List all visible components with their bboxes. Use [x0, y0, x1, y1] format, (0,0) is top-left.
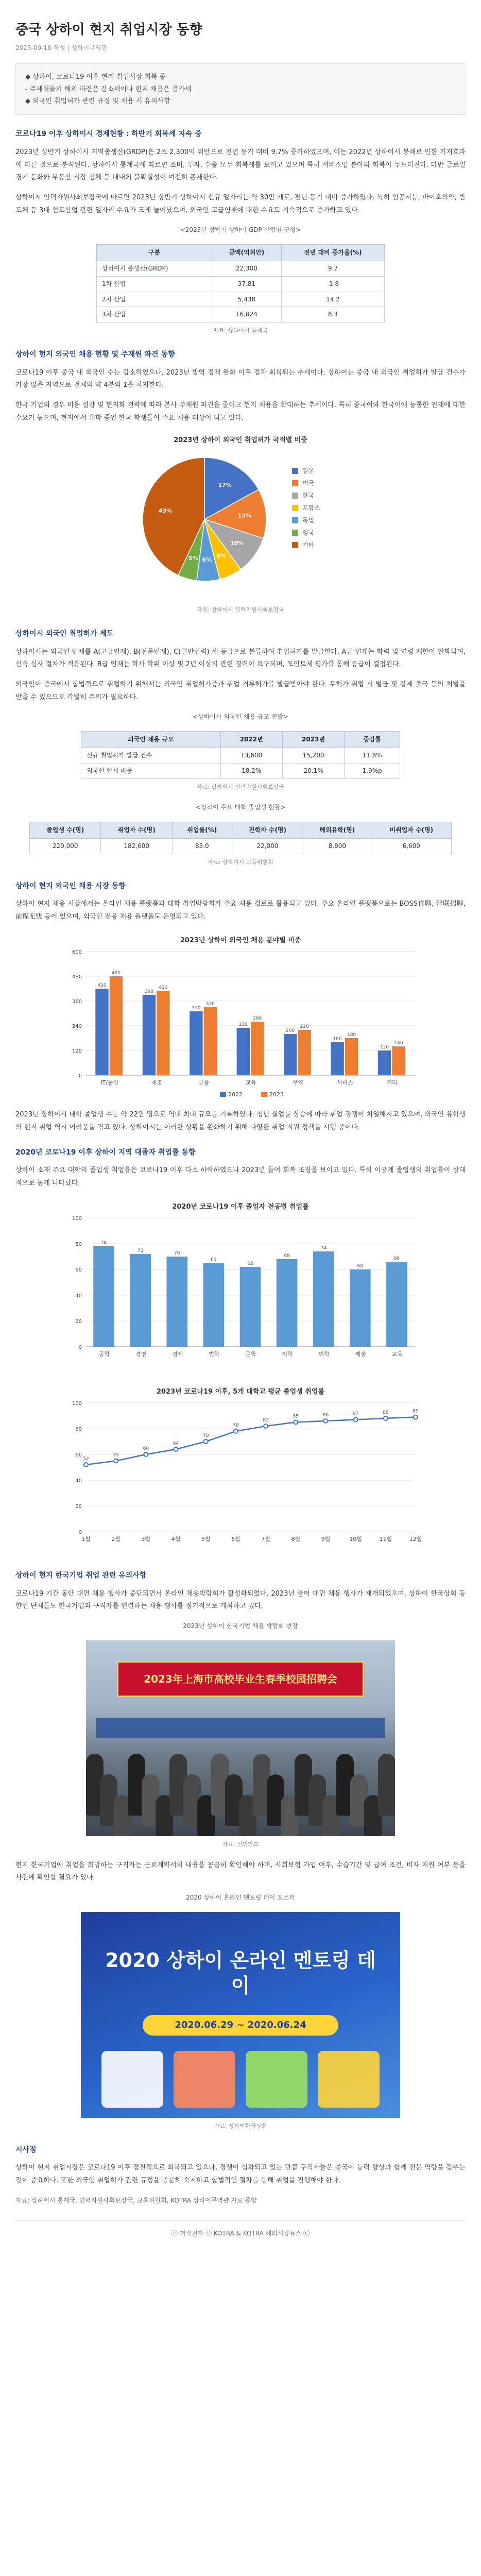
legend-swatch — [292, 542, 298, 548]
bar — [110, 976, 123, 1075]
y-tick-label: 0 — [78, 1530, 82, 1536]
section-heading: 상하이시 외국인 취업허가 제도 — [15, 629, 114, 638]
x-tick-label: 1월 — [81, 1536, 91, 1543]
table-cell: 11.8% — [345, 748, 400, 763]
paragraph: 외국인이 중국에서 합법적으로 취업하기 위해서는 외국인 취업허가증과 취업 거류허가를 발급받아야 한다. 무허가 취업 시 벌금 및 강제 출국 등의 처벌을 받을 수 있으므로 각별히 주의가 필요하다. — [15, 680, 466, 701]
chart-title: 2023년 코로나19 이후, 5개 대학교 평균 졸업생 취업률 — [157, 1388, 324, 1396]
section-heading: 상하이 현지 외국인 채용 시장 동향 — [15, 882, 126, 890]
table-cell: 외국인 인재 비중 — [81, 763, 221, 778]
poster-title: 2020 상하이 온라인 멘토링 데이 — [105, 1948, 376, 1997]
legend-swatch — [292, 493, 298, 499]
x-tick-label: 경영 — [135, 1350, 147, 1358]
table-cell: 22,300 — [212, 261, 282, 276]
line-chart-container — [55, 1382, 426, 1557]
table-row — [97, 261, 385, 276]
y-tick-label: 80 — [75, 1427, 82, 1433]
article-meta: 2023-09-18 작성 | 상하이무역관 — [15, 44, 107, 52]
bar-value-label: 480 — [111, 970, 121, 976]
point-value-label: 89 — [413, 1409, 419, 1414]
bar — [143, 995, 156, 1075]
table-cell: 1.9%p — [345, 763, 400, 778]
table-header: 취업률(%) — [172, 822, 232, 839]
bar — [313, 1251, 334, 1347]
x-tick-label: 서비스 — [336, 1079, 353, 1086]
table-header-row — [30, 822, 452, 839]
table-header: 2023년 — [282, 732, 344, 748]
data-point — [294, 1420, 298, 1425]
data-point — [354, 1418, 358, 1422]
y-tick-label: 40 — [75, 1478, 82, 1484]
bar — [386, 1262, 407, 1347]
bar — [130, 1254, 151, 1347]
paragraph: 상하이 현지 취업시장은 코로나19 이후 점진적으로 회복되고 있으나, 경쟁이 심화되고 있는 만큼 구직자들은 중국어 능력 향상과 함께 전문 역량을 갖추는 것이 중요하다. 또한 외국인 취업허가 관련 규정을 충분히 숙지하고 합법적인 절차를 통해 취업을 진행해야 한다. — [15, 2164, 466, 2185]
legend-label: 미국 — [302, 480, 315, 487]
bar-value-label: 180 — [347, 1032, 356, 1038]
table-cell: 6,600 — [371, 839, 452, 854]
crowd — [86, 1743, 395, 1836]
table-header: 진학자 수(명) — [232, 822, 303, 839]
x-tick-label: 2월 — [111, 1536, 121, 1543]
slice-label: 6% — [216, 552, 227, 560]
bar-value-label: 66 — [393, 1256, 400, 1261]
slice-label: 17% — [218, 482, 232, 489]
point-value-label: 85 — [293, 1414, 299, 1419]
bar — [331, 1042, 343, 1075]
bar — [237, 1028, 250, 1075]
photo-caption: 2023년 상하이 한국기업 채용 박람회 현장 — [183, 1622, 298, 1630]
table-cell: 8.3 — [281, 307, 384, 323]
table-cell: 상하이시 총생산(GRDP) — [97, 261, 212, 276]
table-cell: 1차 산업 — [97, 276, 212, 292]
x-tick-label: 공학 — [98, 1350, 110, 1358]
y-tick-label: 60 — [75, 1452, 82, 1459]
paragraph: 상하이시는 외국인 인재를 A(고급인재), B(전문인재), C(일반인력) 세 등급으로 분류하여 취업허가를 발급한다. A급 인재는 학력 및 연령 제한이 완화되며, 신속 심사 절차가 적용된다. B급 인재는 학사 학위 이상 및 2년 이상의 관련 경력이 요구되며, 포인트제 평가를 통해 등급이 결정된다. — [15, 648, 466, 669]
y-tick-label: 100 — [72, 1215, 82, 1222]
table-header: 증감률 — [345, 732, 400, 748]
point-value-label: 78 — [233, 1423, 239, 1429]
chart-title: 2020년 코로나19 이후 졸업자 전공별 취업률 — [172, 1202, 309, 1211]
x-tick-label: 8월 — [291, 1536, 301, 1543]
legend-swatch — [292, 517, 298, 523]
legend-label: 2022 — [228, 1091, 243, 1098]
y-tick-label: 20 — [75, 1504, 82, 1510]
paragraph: 코로나19 이후 중국 내 외국인 수는 감소하였으나, 2023년 방역 정책 완화 이후 점차 회복되는 추세이다. 상하이는 중국 내 외국인 취업허가 발급 건수가 가장 많은 지역으로 전체의 약 4분의 1을 차지한다. — [15, 368, 466, 389]
x-tick-label: 6월 — [231, 1536, 240, 1543]
poster-figure — [174, 2051, 235, 2108]
chart-title: 2023년 상하이 외국인 취업허가 국적별 비중 — [174, 436, 307, 445]
legend-swatch — [292, 530, 298, 536]
data-point — [174, 1447, 178, 1451]
y-tick-label: 120 — [72, 1048, 82, 1054]
bar — [190, 1011, 202, 1075]
table-cell: 신규 취업허가 발급 건수 — [81, 748, 221, 763]
bar-chart-container — [55, 1197, 426, 1378]
table-header: 해외유학(명) — [303, 822, 371, 839]
bar — [298, 1030, 311, 1075]
section-heading: 2020년 코로나19 이후 상하이 지역 대졸자 취업률 동향 — [15, 1148, 196, 1157]
employment-line-chart — [55, 1382, 426, 1552]
y-tick-label: 0 — [78, 1073, 82, 1079]
slice-label: 13% — [237, 513, 251, 520]
legend-label: 기타 — [302, 541, 315, 549]
table-source: 자료: 상하이시 통계국 — [213, 327, 268, 334]
point-value-label: 87 — [352, 1411, 359, 1417]
photo-caption: 2020 상하이 온라인 멘토링 데이 포스터 — [186, 1894, 295, 1902]
table-header-row — [97, 245, 385, 261]
legend-label: 한국 — [302, 492, 315, 500]
paragraph: 2023년 상하이시 대학 졸업생 수는 약 22만 명으로 역대 최대 규모를 기록하였다. 청년 실업률 상승에 따라 취업 경쟁이 치열해지고 있으며, 외국인 유학생의 현지 취업 역시 어려움을 겪고 있다. 상하이시는 이러한 상황을 완화하기 위해 다양한 취업 지원 정책을 시행 중이다. — [15, 1111, 466, 1132]
legend-label: 일본 — [302, 467, 315, 475]
x-tick-label: 교육 — [245, 1079, 256, 1086]
paragraph: 현지 한국기업에 취업을 희망하는 구직자는 근로계약서의 내용을 꼼꼼히 확인해야 하며, 사회보험 가입 여부, 수습기간 및 급여 조건, 비자 지원 여부 등을 사전에 확인할 필요가 있다. — [15, 1861, 466, 1882]
table-cell: 220,000 — [30, 839, 101, 854]
x-tick-label: IT/통신 — [100, 1079, 119, 1086]
banner — [117, 1661, 364, 1697]
table-row — [97, 276, 385, 292]
booth-strip — [96, 1718, 385, 1738]
data-point — [323, 1419, 328, 1423]
table-cell: 182,600 — [101, 839, 172, 854]
x-tick-label: 이학 — [282, 1350, 293, 1358]
x-tick-label: 의학 — [318, 1350, 330, 1358]
x-tick-label: 금융 — [198, 1079, 210, 1086]
y-tick-label: 480 — [72, 974, 82, 980]
x-tick-label: 11월 — [379, 1536, 392, 1543]
bar-value-label: 410 — [159, 985, 168, 990]
bar-value-label: 200 — [286, 1028, 295, 1033]
bar-value-label: 140 — [394, 1040, 403, 1046]
x-tick-label: 무역 — [292, 1079, 304, 1086]
bar — [284, 1034, 297, 1075]
data-point — [114, 1459, 118, 1463]
bar — [166, 1257, 187, 1347]
x-tick-label: 5월 — [201, 1536, 211, 1543]
table-cell: 37.81 — [212, 276, 282, 292]
table-source: 자료: 상하이시 교육위원회 — [208, 858, 273, 866]
bar-value-label: 65 — [211, 1257, 217, 1263]
legend-swatch — [292, 468, 298, 474]
bar-value-label: 420 — [97, 982, 107, 988]
table-row — [97, 292, 385, 307]
bar — [204, 1007, 217, 1075]
bar — [350, 1269, 371, 1347]
employment-bar-chart — [55, 1197, 426, 1372]
bar-value-label: 68 — [284, 1253, 290, 1259]
job-fair-photo — [86, 1640, 395, 1836]
summary-box — [15, 63, 466, 115]
point-value-label: 52 — [83, 1456, 89, 1462]
banner-text: 2023年上海市高校毕业生春季校园招聘会 — [144, 1672, 337, 1685]
slice-label: 43% — [158, 507, 173, 515]
table-row — [81, 748, 400, 763]
pie-chart — [107, 432, 374, 597]
bar-value-label: 60 — [357, 1263, 364, 1269]
x-tick-label: 기타 — [386, 1079, 398, 1086]
poster-figure — [101, 2051, 163, 2108]
table-header: 미취업자 수(명) — [371, 822, 452, 839]
bar-value-label: 78 — [100, 1240, 107, 1246]
x-tick-label: 12월 — [409, 1536, 422, 1543]
table-header: 졸업생 수(명) — [30, 822, 101, 839]
section-heading: 코로나19 이후 상하이시 경제현황 : 하반기 회복세 지속 중 — [15, 130, 202, 139]
x-tick-label: 10월 — [349, 1536, 362, 1543]
y-tick-label: 360 — [72, 998, 82, 1005]
table-caption: <2023년 상반기 상하이 GDP 산업별 구성> — [180, 226, 301, 234]
photo-source: 자료: 신민만보 — [222, 1840, 259, 1848]
slice-label: 5% — [188, 555, 198, 562]
y-tick-label: 20 — [75, 1318, 82, 1325]
summary-line: ◆ 상하이, 코로나19 이후 현지 취업시장 회복 중 — [25, 73, 166, 81]
point-value-label: 64 — [173, 1441, 179, 1447]
paragraph: 2023년 상반기 상하이시 지역총생산(GRDP)은 2조 2,300억 위안으로 전년 동기 대비 9.7% 증가하였으며, 이는 2022년 상하이시 봉쇄로 인한 기저효과에 따른 것으로 분석된다. 상하이시 통계국에 따르면 소비, 투자, 수출 모두 회복세를 보이고 있으며 특히 서비스업 분야의 회복이 두드러진다. 다만 글로벌 경기 둔화와 부동산 시장 침체 등 대내외 불확실성이 여전히 존재한다. — [15, 148, 466, 182]
bar — [251, 1022, 264, 1075]
x-tick-label: 9월 — [321, 1536, 331, 1543]
slice-label: 6% — [202, 556, 212, 564]
chart-source: 자료: 상하이시 인력자원사회보장국 — [196, 606, 285, 614]
paragraph: 상하이 현지 채용 시장에서는 온라인 채용 플랫폼과 대학 취업박람회가 주요 채용 경로로 활용되고 있다. 주요 온라인 플랫폼으로는 BOSS直聘, 智联招聘, 前程无忧 등이 있으며, 외국인 전용 채용 플랫폼도 운영되고 있다. — [15, 900, 466, 921]
data-point — [234, 1429, 238, 1433]
x-tick-label: 제조 — [151, 1079, 162, 1086]
bar-value-label: 62 — [247, 1261, 253, 1266]
table-cell: 20.1% — [282, 763, 344, 778]
point-value-label: 60 — [143, 1446, 149, 1452]
data-point — [144, 1452, 148, 1456]
table-row — [97, 307, 385, 323]
bar-value-label: 230 — [238, 1022, 248, 1027]
bar-value-label: 160 — [333, 1036, 342, 1042]
table-header: 취업자 수(명) — [101, 822, 172, 839]
table-cell: 9.7 — [281, 261, 384, 276]
bar-value-label: 72 — [137, 1248, 144, 1253]
photo-source: 자료: 상하이한국상회 — [214, 2122, 267, 2129]
bar-value-label: 310 — [192, 1005, 201, 1011]
bar — [277, 1259, 298, 1347]
legend-label: 2023 — [269, 1091, 284, 1098]
poster-figure — [318, 2051, 380, 2108]
section-heading: 상하이 현지 외국인 채용 현황 및 주재원 파견 동향 — [15, 350, 175, 359]
mentoring-poster — [81, 1912, 400, 2118]
table-caption: <상하이시 외국인 채용 규모 전망> — [192, 713, 289, 721]
table-header: 구분 — [97, 245, 212, 261]
chart-title: 2023년 상하이 외국인 채용 분야별 비중 — [180, 936, 301, 944]
legend-label: 독일 — [302, 517, 315, 524]
bar-value-label: 390 — [144, 989, 154, 994]
bar — [240, 1267, 261, 1347]
series-line — [86, 1417, 416, 1465]
hiring-table — [81, 731, 400, 778]
legend-swatch — [292, 505, 298, 511]
table-cell: 18.2% — [220, 763, 282, 778]
data-point — [414, 1415, 418, 1419]
table-header: 외국인 채용 규모 — [81, 732, 221, 748]
summary-line: - 주재원들의 해외 파견은 감소세이나 현지 채용은 증가세 — [25, 85, 192, 93]
bar-value-label: 120 — [380, 1044, 389, 1050]
bar-value-label: 70 — [174, 1250, 180, 1256]
legend-label: 영국 — [302, 529, 315, 537]
table-caption: <상하이 주요 대학 졸업생 현황> — [195, 804, 286, 811]
table-header-row — [81, 732, 400, 748]
bar — [345, 1038, 358, 1075]
data-point — [384, 1416, 388, 1420]
table-row — [81, 763, 400, 778]
bar — [93, 1246, 114, 1347]
article-title: 중국 상하이 현지 취업시장 동향 — [15, 22, 202, 38]
bar-chart-container — [55, 931, 426, 1106]
table-cell: 15,200 — [282, 748, 344, 763]
table-cell: 22,000 — [232, 839, 303, 854]
y-tick-label: 60 — [75, 1267, 82, 1273]
legend-swatch — [220, 1092, 226, 1097]
x-tick-label: 3월 — [141, 1536, 151, 1543]
table-cell: 2차 산업 — [97, 292, 212, 307]
x-tick-label: 교육 — [391, 1350, 403, 1358]
y-tick-label: 600 — [72, 949, 82, 955]
bar-value-label: 260 — [253, 1015, 262, 1021]
table-header: 금액(억위안) — [212, 245, 282, 261]
table-cell: 3차 산업 — [97, 307, 212, 323]
paragraph: 코로나19 기간 동안 대면 채용 행사가 중단되면서 온라인 채용박람회가 활성화되었다. 2023년 들어 대면 채용 행사가 재개되었으며, 상하이 한국상회 등 한인 단체들도 한국기업과 구직자를 연결하는 채용 행사를 정기적으로 개최하고 있다. — [15, 1589, 466, 1611]
point-value-label: 55 — [113, 1452, 119, 1458]
poster-date: 2020.06.29 ~ 2020.06.24 — [143, 2015, 338, 2036]
table-cell: 8,800 — [303, 839, 371, 854]
data-point — [204, 1439, 208, 1444]
table-cell: -1.8 — [281, 276, 384, 292]
bar-value-label: 220 — [300, 1024, 309, 1029]
section-heading: 상하이 현지 한국기업 취업 관련 유의사항 — [15, 1571, 147, 1580]
x-tick-label: 경제 — [172, 1350, 183, 1358]
summary-line: ◆ 외국인 취업허가 관련 규정 및 채용 시 유의사항 — [25, 97, 170, 105]
legend-swatch — [292, 480, 298, 486]
paragraph: 상하이시 인력자원사회보장국에 따르면 2023년 상반기 상하이시 신규 일자리는 약 30만 개로, 전년 동기 대비 증가하였다. 특히 인공지능, 바이오의약, 반도체 등 3대 선도산업 관련 일자리 수요가 크게 늘어났으며, 외국인 고급인재에 대한 수요도 지속적으로 증가하고 있다. — [15, 194, 466, 214]
section-heading: 시사점 — [15, 2145, 37, 2154]
hiring-bar-chart — [55, 931, 426, 1101]
bar-value-label: 330 — [205, 1001, 215, 1007]
bar — [378, 1050, 391, 1075]
x-tick-label: 7월 — [261, 1536, 270, 1543]
y-tick-label: 100 — [72, 1401, 82, 1407]
x-tick-label: 법학 — [209, 1350, 220, 1358]
paragraph: 상하이 소재 주요 대학의 졸업생 취업률은 코로나19 이후 다소 하락하였으나 2023년 들어 회복 조짐을 보이고 있다. 특히 이공계 졸업생의 취업률이 상대적으로 높게 나타났다. — [15, 1166, 466, 1187]
slice-label: 10% — [230, 540, 244, 547]
data-point — [264, 1424, 268, 1428]
y-tick-label: 80 — [75, 1241, 82, 1247]
legend-swatch — [261, 1092, 267, 1097]
point-value-label: 86 — [322, 1413, 329, 1418]
person-silhouette — [378, 1754, 395, 1816]
y-tick-label: 0 — [78, 1344, 82, 1350]
y-tick-label: 40 — [75, 1293, 82, 1299]
poster-figure — [246, 2051, 307, 2108]
table-cell: 83.0 — [172, 839, 232, 854]
gdp-table — [96, 244, 385, 323]
copyright-footer: ⓒ 저작권자 ⓒ KOTRA & KOTRA 해외시장뉴스 ⓒ — [15, 2220, 466, 2240]
table-cell: 13,600 — [220, 748, 282, 763]
bar — [203, 1263, 225, 1347]
table-row — [30, 839, 452, 854]
x-tick-label: 예술 — [355, 1350, 366, 1358]
table-source: 자료: 상하이시 인력자원사회보장국 — [196, 783, 285, 790]
x-tick-label: 4월 — [171, 1536, 181, 1543]
table-header: 2022년 — [220, 732, 282, 748]
point-value-label: 88 — [383, 1410, 389, 1416]
graduates-table — [29, 822, 452, 854]
bar — [157, 991, 169, 1075]
table-cell: 5,438 — [212, 292, 282, 307]
bar-value-label: 74 — [320, 1245, 327, 1251]
bar — [392, 1046, 405, 1075]
source-note: 자료: 상하이시 통계국, 인력자원사회보장국, 교육위원회, KOTRA 상하이무역관 자료 종합 — [15, 2196, 257, 2204]
point-value-label: 82 — [263, 1418, 269, 1423]
table-cell: 14.2 — [281, 292, 384, 307]
table-cell: 16,824 — [212, 307, 282, 323]
y-tick-label: 240 — [72, 1023, 82, 1029]
pie-chart-container — [107, 432, 374, 602]
x-tick-label: 문학 — [245, 1350, 256, 1358]
point-value-label: 70 — [203, 1433, 209, 1439]
paragraph: 한국 기업의 경우 비용 절감 및 현지화 전략에 따라 본사 주재원 파견을 줄이고 현지 채용을 확대하는 추세이다. 특히 중국어와 한국어에 능통한 인재에 대한 수요가 높으며, 현지에서 유학 중인 한국 학생들이 주요 채용 대상이 되고 있다. — [15, 401, 466, 422]
bar — [95, 989, 108, 1075]
data-point — [84, 1463, 88, 1467]
table-header: 전년 대비 증가율(%) — [281, 245, 384, 261]
legend-label: 프랑스 — [302, 504, 320, 512]
